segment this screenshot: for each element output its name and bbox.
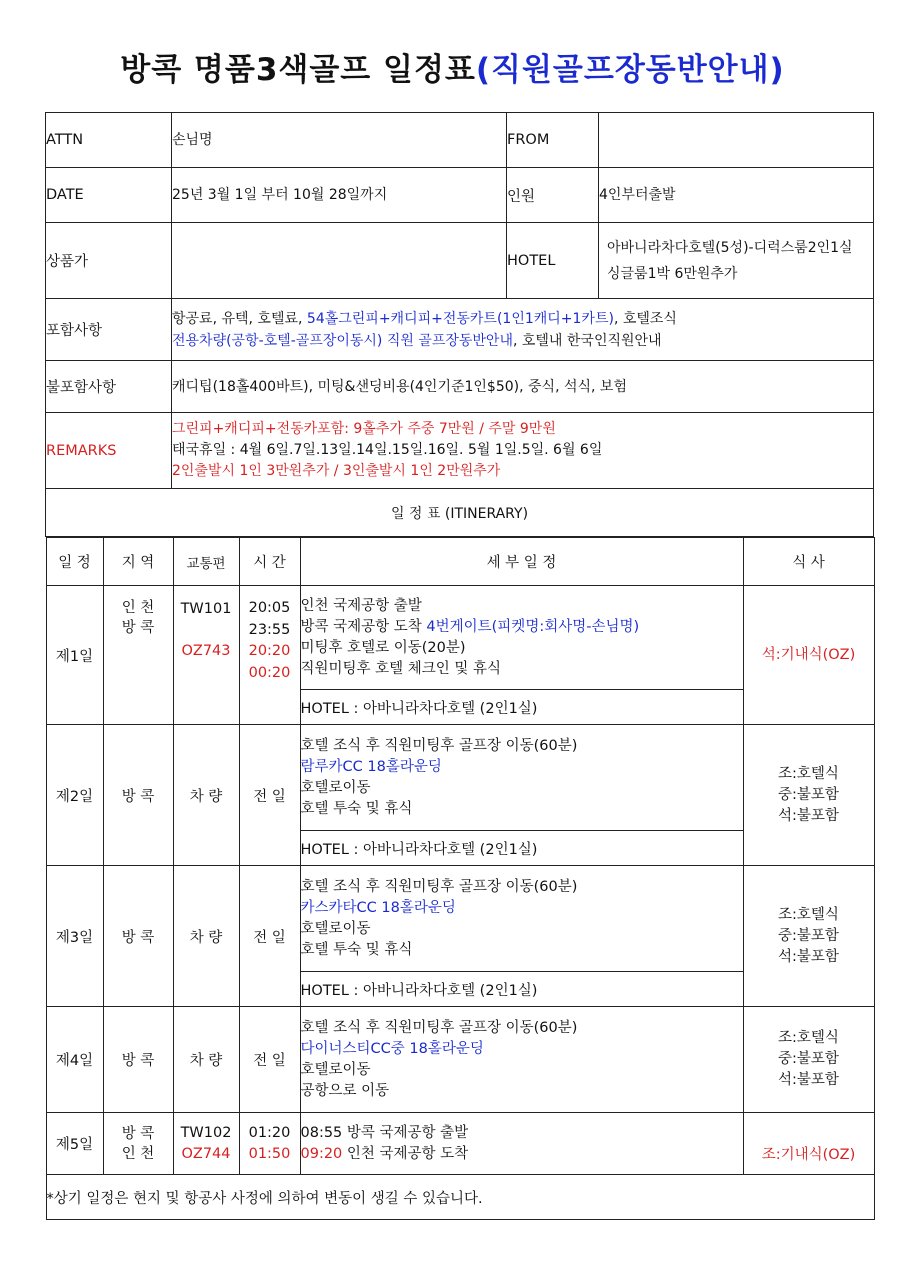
remarks-value — [172, 413, 874, 489]
product-value — [172, 223, 507, 299]
include-value — [172, 299, 874, 361]
header-time: 시 간 — [239, 538, 300, 586]
day1-time4: 00:20 — [248, 664, 291, 681]
day5-flight-out: TW102 — [180, 1124, 232, 1141]
remarks-row — [46, 413, 874, 489]
day3-detail-1: 호텔 조식 후 직원미팅후 골프장 이동(60분) — [300, 878, 578, 895]
day1-detail-4: 직원미팅후 호텔 체크인 및 휴식 — [300, 660, 502, 677]
day3-detail-3: 호텔로이동 — [300, 920, 371, 937]
day2-hotel: HOTEL : 아바니라차다호텔 (2인1실) — [300, 831, 743, 866]
day3-meal-2: 중:불포함 — [778, 927, 839, 944]
day1-time2: 23:55 — [248, 621, 291, 638]
day1-region-from: 인 천 — [121, 600, 155, 616]
day5-times — [239, 1113, 300, 1175]
hotel-line1: 아바니라차다호텔(5성)-디럭스룸2인1실 — [607, 239, 853, 256]
page-title — [0, 44, 905, 89]
day1-gate: 4번게이트(피켓명:회사명-손님명) — [426, 618, 640, 635]
day4-golf: 다이너스티CC중 18홀라운딩 — [300, 1040, 484, 1057]
header-detail: 세 부 일 정 — [300, 538, 743, 586]
remarks-line1: 그린피+캐디피+전동카포함: 9홀추가 주중 7만원 / 주말 9만원 — [172, 421, 556, 437]
day2-detail-3: 호텔로이동 — [300, 779, 371, 796]
day2-label: 제2일 — [46, 725, 103, 866]
day4-meal — [743, 1007, 874, 1113]
date-label: DATE — [46, 168, 172, 223]
day1-transport — [173, 586, 239, 725]
day4-row — [46, 1007, 874, 1113]
day2-meal — [743, 725, 874, 866]
day1-flight-out: TW101 — [180, 601, 232, 617]
include-row — [46, 299, 874, 361]
day1-detail-3: 미팅후 호텔로 이동(20분) — [300, 639, 466, 656]
day1-region — [103, 586, 173, 725]
day3-hotel: HOTEL : 아바니라차다호텔 (2인1실) — [300, 972, 743, 1007]
day5-flight-alt: OZ744 — [181, 1145, 231, 1162]
day4-transport: 차 량 — [173, 1007, 239, 1113]
day4-label: 제4일 — [46, 1007, 103, 1113]
include-label: 포함사항 — [46, 299, 172, 361]
day2-region: 방 콕 — [103, 725, 173, 866]
day1-detail-1: 인천 국제공항 출발 — [300, 597, 422, 614]
itinerary-title-row — [46, 489, 874, 537]
attn-row — [46, 113, 874, 168]
day1-detail-2 — [301, 617, 743, 638]
day2-meal-3: 석:불포함 — [778, 807, 839, 824]
include-transport: 전용차량(공항-호텔-골프장이동시) 직원 골프장동반안내 — [172, 332, 513, 349]
from-value — [599, 113, 874, 168]
day3-row — [46, 866, 874, 972]
itinerary-header-row — [46, 538, 874, 586]
from-label: FROM — [507, 113, 599, 168]
exclude-value: 캐디팁(18홀400바트), 미팅&샌딩비용(4인기준1인$50), 중식, 석식, 보험 — [172, 361, 874, 413]
product-label: 상품가 — [46, 223, 172, 299]
day2-transport: 차 량 — [173, 725, 239, 866]
day2-detail-4: 호텔 투숙 및 휴식 — [300, 800, 413, 817]
day4-detail-1: 호텔 조식 후 직원미팅후 골프장 이동(60분) — [300, 1019, 578, 1036]
attn-label: ATTN — [46, 113, 172, 168]
day5-arrival-text: 인천 국제공항 도착 — [342, 1145, 469, 1162]
day3-meal-1: 조:호텔식 — [778, 906, 839, 923]
day4-meal-3: 석:불포함 — [778, 1072, 839, 1088]
day2-detail — [300, 725, 743, 831]
day2-time: 전 일 — [239, 725, 300, 866]
day1-flight-alt: OZ743 — [181, 643, 231, 659]
day1-times — [239, 586, 300, 725]
day2-meal-1: 조:호텔식 — [778, 765, 839, 782]
header-day: 일 정 — [46, 538, 103, 586]
attn-value: 손님명 — [172, 113, 507, 168]
day5-arrival-time: 09:20 — [300, 1145, 343, 1162]
day4-region: 방 콕 — [103, 1007, 173, 1113]
day3-label: 제3일 — [46, 866, 103, 1007]
day5-time2: 01:50 — [248, 1145, 291, 1162]
day1-region-to: 방 콕 — [121, 620, 155, 636]
include-breakfast: , 호텔조식 — [613, 310, 677, 327]
date-value: 25년 3월 1일 부터 10월 28일까지 — [172, 168, 507, 223]
day4-meal-1: 조:호텔식 — [778, 1030, 839, 1046]
title-main: 방콕 명품3색골프 일정표 — [120, 52, 476, 88]
itinerary-row — [46, 537, 874, 1221]
day1-row — [46, 586, 874, 690]
day3-detail — [300, 866, 743, 972]
day5-region-to: 인 천 — [121, 1145, 155, 1162]
day5-detail — [300, 1113, 743, 1175]
people-value: 4인부터출발 — [599, 168, 874, 223]
day4-detail-4: 공항으로 이동 — [300, 1082, 390, 1099]
day3-meal — [743, 866, 874, 1007]
hotel-line2: 싱글룸1박 6만원추가 — [607, 265, 738, 282]
day5-detail-2 — [301, 1144, 743, 1165]
day1-time1: 20:05 — [248, 600, 291, 616]
hotel-value — [599, 223, 874, 299]
day2-golf: 람루카CC 18홀라운딩 — [300, 758, 442, 775]
remarks-line2: 태국휴일 : 4월 6일.7일.13일.14일.15일.16일. 5월 1일.5일. 6월 6일 — [172, 442, 603, 458]
day3-detail-4: 호텔 투숙 및 휴식 — [300, 941, 413, 958]
include-staff: , 호텔내 한국인직원안내 — [512, 332, 662, 349]
day4-detail-3: 호텔로이동 — [300, 1061, 371, 1078]
itinerary-title: 일 정 표 (ITINERARY) — [46, 489, 874, 537]
day3-golf: 카스카타CC 18홀라운딩 — [300, 899, 456, 916]
include-golf: 54홀그린피+캐디피+전동카트(1인1캐디+1카트) — [306, 310, 614, 327]
day1-detail-2a: 방콕 국제공항 도착 — [300, 618, 427, 635]
day1-hotel: HOTEL : 아바니라차다호텔 (2인1실) — [300, 690, 743, 725]
day5-meal: 조:기내식(OZ) — [743, 1113, 874, 1175]
include-basic: 항공료, 유텍, 호텔료, — [172, 310, 307, 327]
people-label: 인원 — [507, 168, 599, 223]
schedule-form — [45, 112, 874, 1220]
day2-detail-1: 호텔 조식 후 직원미팅후 골프장 이동(60분) — [300, 737, 578, 754]
day5-time1: 01:20 — [248, 1124, 291, 1141]
hotel-label: HOTEL — [507, 223, 599, 299]
footer-note: *상기 일정은 현지 및 항공사 사정에 의하여 변동이 생길 수 있습니다. — [46, 1175, 874, 1220]
day3-time: 전 일 — [239, 866, 300, 1007]
day5-label: 제5일 — [46, 1113, 103, 1175]
day5-row — [46, 1113, 874, 1175]
exclude-label: 불포함사항 — [46, 361, 172, 413]
day3-region: 방 콕 — [103, 866, 173, 1007]
day1-time3: 20:20 — [248, 643, 291, 659]
day1-label: 제1일 — [46, 586, 103, 725]
itinerary-table — [46, 537, 875, 1220]
header-meal: 식 사 — [743, 538, 874, 586]
header-region: 지 역 — [103, 538, 173, 586]
day5-region-from: 방 콕 — [121, 1125, 155, 1142]
day3-transport: 차 량 — [173, 866, 239, 1007]
day2-meal-2: 중:불포함 — [778, 786, 839, 803]
date-row — [46, 168, 874, 223]
day3-meal-3: 석:불포함 — [778, 948, 839, 965]
day4-time: 전 일 — [239, 1007, 300, 1113]
remarks-line3: 2인출발시 1인 3만원추가 / 3인출발시 1인 2만원추가 — [172, 463, 501, 479]
day5-region — [103, 1113, 173, 1175]
title-sub: (직원골프장동반안내) — [475, 52, 785, 88]
day1-meal: 석:기내식(OZ) — [743, 586, 874, 725]
day2-row — [46, 725, 874, 831]
header-transport: 교통편 — [173, 538, 239, 586]
day5-detail-1: 08:55 방콕 국제공항 출발 — [300, 1124, 469, 1141]
remarks-label: REMARKS — [46, 413, 172, 489]
footer-row — [46, 1175, 874, 1220]
product-row — [46, 223, 874, 299]
day1-detail — [300, 586, 743, 690]
day4-detail — [300, 1007, 743, 1113]
day5-transport — [173, 1113, 239, 1175]
exclude-row — [46, 361, 874, 413]
day4-meal-2: 중:불포함 — [778, 1051, 839, 1067]
